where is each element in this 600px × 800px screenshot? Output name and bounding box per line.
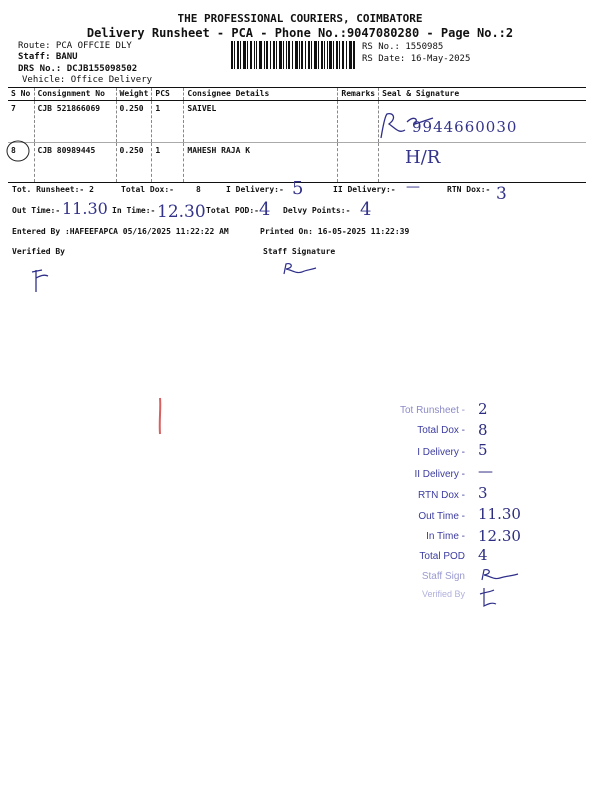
cell-weight: 0.250 — [116, 142, 152, 182]
cell-consignment: CJB 80989445 — [34, 142, 116, 182]
handwritten-hr: H/R — [405, 147, 441, 168]
printed-on: Printed On: 16-05-2025 11:22:39 — [260, 227, 410, 236]
rs-date: RS Date: 16-May-2025 — [362, 54, 471, 64]
verified-by-label: Verified By — [12, 247, 65, 256]
stamp-value: 11.30 — [478, 505, 521, 523]
stamp-label: Staff Sign — [421, 571, 465, 582]
table-row — [8, 142, 586, 182]
in-time-hw: 12.30 — [157, 202, 206, 222]
rs-number: RS No.: 1550985 — [362, 42, 444, 52]
stamp-label: Out Time - — [418, 511, 465, 522]
drs-number: DRS No.: DCJB155098502 — [18, 64, 138, 74]
tot-runsheet: Tot. Runsheet:- 2 — [12, 185, 94, 194]
stamp-value: 2 — [478, 400, 488, 418]
stamp-value: 3 — [478, 484, 488, 502]
cell-consignment: CJB 521866069 — [34, 100, 116, 142]
col-header-consignment: Consignment No — [34, 88, 116, 100]
in-time-label: In Time:- — [112, 206, 156, 215]
col-header-pcs: PCS — [152, 88, 184, 100]
stamp-label: II Delivery - — [414, 469, 465, 480]
red-mark-icon — [156, 396, 164, 436]
runsheet-subtitle: Delivery Runsheet - PCA - Phone No.:9047080280 - Page No.:2 — [86, 26, 514, 40]
stamp-label: Total POD — [419, 551, 465, 562]
circle-mark-icon — [4, 138, 32, 164]
out-time-label: Out Time:- — [12, 206, 61, 215]
stamp-label: Tot Runsheet - — [399, 405, 465, 416]
verified-initial-icon — [28, 266, 52, 294]
col-header-consignee: Consignee Details — [184, 88, 338, 100]
cell-pcs: 1 — [152, 142, 184, 182]
col-header-remarks: Remarks — [338, 88, 379, 100]
route-label: Route: PCA OFFCIE DLY — [18, 41, 132, 51]
total-dox-value: 8 — [196, 185, 201, 194]
stamp-value: 12.30 — [478, 527, 521, 545]
stamp-label: Verified By — [421, 589, 465, 599]
stamp-label: I Delivery - — [417, 447, 465, 458]
total-pod-label: Total POD:- — [206, 206, 259, 215]
cell-consignee: MAHESH RAJA K — [184, 142, 338, 182]
rtn-dox-label: RTN Dox:- — [447, 185, 491, 194]
cell-pcs: 1 — [152, 100, 184, 142]
stamp-label: Total Dox - — [417, 425, 465, 436]
stamp-value: 8 — [478, 421, 488, 439]
handwritten-phone: 9944660030 — [412, 118, 518, 136]
company-title: THE PROFESSIONAL COURIERS, COIMBATORE — [177, 12, 423, 25]
cell-sno: 7 — [8, 100, 34, 142]
ii-delivery-label: II Delivery:- — [333, 185, 396, 194]
cell-weight: 0.250 — [116, 100, 152, 142]
stamp-value: 4 — [478, 546, 488, 564]
stamp-label: RTN Dox - — [417, 490, 465, 501]
col-header-weight: Weight — [116, 88, 152, 100]
col-header-signature: Seal & Signature — [379, 88, 586, 100]
stamp-value: — — [478, 462, 493, 480]
stamp-staff-sign-icon — [478, 566, 522, 584]
delvy-points-label: Delvy Points:- — [283, 206, 351, 215]
stamp-verified-sign-icon — [476, 586, 502, 610]
cell-remarks — [338, 100, 379, 142]
cell-consignee: SAIVEL — [184, 100, 338, 142]
entered-by: Entered By :HAFEEFAPCA 05/16/2025 11:22:22 AM — [12, 227, 229, 236]
i-delivery-label: I Delivery:- — [226, 185, 284, 194]
total-dox-label: Total Dox:- — [121, 185, 174, 194]
total-pod-hw: 4 — [259, 199, 271, 220]
stamp-label: In Time - — [426, 531, 465, 542]
vehicle-label: Vehicle: Office Delivery — [22, 75, 153, 85]
ii-delivery-hw: — — [406, 179, 420, 195]
sno-text: 8 — [11, 145, 16, 155]
barcode — [231, 41, 355, 69]
out-time-hw: 11.30 — [62, 199, 108, 218]
cell-remarks — [338, 142, 379, 182]
staff-initial-icon — [280, 260, 320, 278]
stamp-value: 5 — [478, 441, 488, 459]
staff-signature-label: Staff Signature — [263, 247, 336, 256]
staff-label: Staff: BANU — [18, 52, 78, 62]
i-delivery-hw: 5 — [292, 178, 304, 199]
rtn-dox-hw: 3 — [496, 184, 507, 204]
col-header-sno: S No — [8, 88, 34, 100]
delvy-points-hw: 4 — [360, 199, 372, 220]
